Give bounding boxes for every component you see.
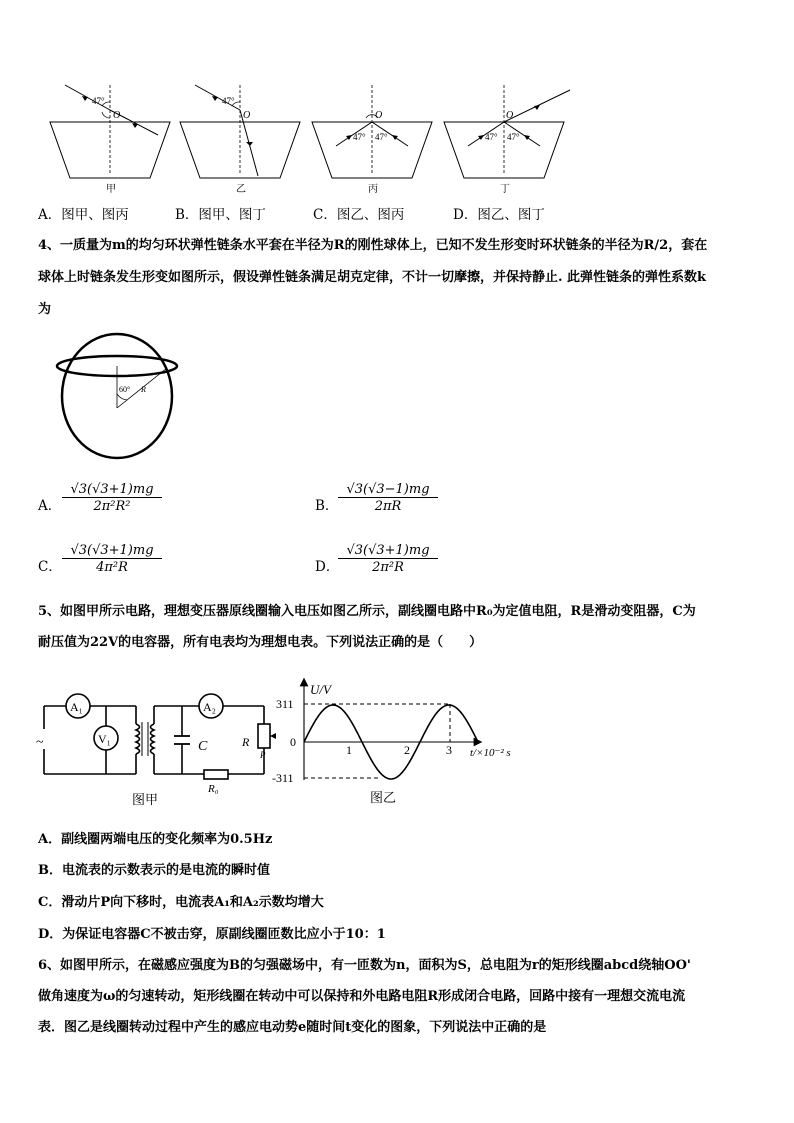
ammeter2-label: A₂: [203, 700, 216, 714]
angle-label: 60°: [119, 385, 131, 394]
fraction-numerator: √3(√3+1)mg: [70, 482, 154, 497]
diagram-ding: [444, 85, 570, 178]
fraction-denominator: 2π²R²: [62, 497, 162, 514]
q6-stem-line1: 6、如图甲所示，在磁感应强度为B的匀强磁场中，有一匝数为n，面积为S，总电阻为r的矩形线圈abcd绕轴OO': [38, 958, 691, 973]
q4-sphere-figure: [55, 328, 185, 463]
x-tick-3: 3: [446, 743, 452, 757]
y-axis-label: U/V: [310, 682, 331, 697]
angle-label: 47°: [485, 132, 498, 142]
q3-option-a[interactable]: [38, 207, 129, 223]
q3-optics-diagrams: [40, 80, 580, 200]
label-jia: 甲: [106, 184, 116, 195]
option-text: 为保证电容器C不被击穿，原副线圈匝数比应小于10：1: [62, 927, 386, 942]
q4-stem-line1: 4、一质量为m的均匀环状弹性链条水平套在半径为R的刚性球体上，已知不发生形变时环状链条的半径为R/2，套在: [38, 238, 708, 253]
option-text: 图甲、图丁: [198, 207, 266, 223]
point-label: O: [375, 110, 383, 121]
option-text: 图乙、图丙: [336, 207, 405, 223]
q3-option-d[interactable]: [453, 205, 545, 225]
label-ding: 丁: [500, 184, 510, 195]
angle-label: 47°: [353, 132, 366, 142]
q5-stem-line1: 5、如图甲所示电路，理想变压器原线圈输入电压如图乙所示，副线圈电路中R₀为定值电阻，R是滑动变阻器，C为: [38, 604, 696, 619]
diagram-yi: [180, 85, 300, 178]
fraction-denominator: 2π²R: [338, 558, 438, 575]
point-label: O: [113, 110, 121, 121]
circuit-caption: 图甲: [132, 792, 159, 807]
radius-label: R: [141, 385, 146, 394]
q4-stem-line3: 为: [38, 302, 52, 317]
option-text: 副线圈两端电压的变化频率为0.5Hz: [61, 832, 273, 847]
x-axis-label: t/×10⁻² s: [470, 747, 511, 759]
ammeter1-label: A₁: [70, 700, 83, 714]
fraction-numerator: √3(√3+1)mg: [70, 543, 154, 558]
slider-label: P: [260, 750, 266, 760]
q3-options: [38, 205, 129, 225]
angle-label: 47°: [507, 132, 520, 142]
option-text: 滑动片P向下移时，电流表A₁和A₂示数均增大: [61, 895, 324, 910]
option-text: 电流表的示数表示的是电流的瞬时值: [62, 863, 271, 878]
option-letter: A．: [38, 498, 62, 514]
angle-label: 47°: [222, 96, 235, 106]
option-letter: C．: [38, 559, 62, 575]
diagram-jia: [50, 85, 170, 178]
q5-option-c[interactable]: [38, 893, 324, 913]
option-letter: D．: [315, 559, 340, 575]
option-fraction: [338, 543, 438, 575]
fraction-denominator: 4π²R: [62, 558, 162, 575]
q6-stem-line2: 做角速度为ω的匀速转动，矩形线圈在转动中可以保持和外电路电阻R形成闭合电路，回路中接有一理想交流电流: [38, 989, 686, 1004]
option-letter: B．: [38, 863, 62, 878]
option-text: 图甲、图丙: [61, 207, 129, 223]
point-label: O: [243, 110, 251, 121]
angle-label: 47°: [375, 132, 388, 142]
option-letter: C．: [313, 207, 337, 223]
fixed-resistor-label: R₀: [208, 783, 219, 795]
fraction-denominator: 2πR: [338, 497, 438, 514]
y-tick-311: 311: [276, 697, 294, 711]
voltmeter-label: V₁: [98, 732, 111, 746]
option-text: 图乙、图丁: [477, 207, 545, 223]
diagram-bing: [312, 85, 432, 178]
q4-stem-line2: 球体上时链条发生形变如图所示，假设弹性链条满足胡克定律，不计一切摩擦，并保持静止. 此弹性链条的弹性系数k: [38, 270, 707, 285]
option-letter: B．: [175, 207, 199, 223]
q5-circuit-figure: [36, 684, 276, 809]
option-letter: D．: [453, 207, 478, 223]
ac-source-icon: ~: [36, 735, 44, 750]
option-letter: C．: [38, 895, 62, 910]
graph-caption: 图乙: [370, 790, 397, 805]
x-tick-1: 1: [346, 743, 352, 757]
option-letter: A．: [38, 207, 62, 223]
q5-option-a[interactable]: [38, 830, 272, 850]
angle-label: 47°: [92, 96, 105, 106]
resistor-label: R: [242, 735, 250, 749]
point-label: O: [506, 110, 514, 121]
q3-option-b[interactable]: [175, 205, 266, 225]
option-fraction: [62, 482, 162, 514]
q6-stem-line3: 表．图乙是线圈转动过程中产生的感应电动势e随时间t变化的图象，下列说法中正确的是: [38, 1020, 547, 1035]
capacitor-label: C: [198, 739, 208, 754]
y-tick-neg311: -311: [272, 771, 294, 785]
q3-option-c[interactable]: [313, 205, 404, 225]
q5-voltage-graph: [270, 674, 530, 809]
option-letter: D．: [38, 927, 63, 942]
option-fraction: [338, 482, 438, 514]
x-tick-2: 2: [404, 743, 410, 757]
y-tick-0: 0: [290, 735, 296, 749]
label-bing: 丙: [368, 184, 378, 195]
fraction-numerator: √3(√3+1)mg: [346, 543, 430, 558]
label-yi: 乙: [236, 184, 246, 195]
option-letter: A．: [38, 832, 62, 847]
q5-option-b[interactable]: [38, 861, 270, 881]
option-letter: B．: [315, 498, 339, 514]
fraction-numerator: √3(√3−1)mg: [346, 482, 430, 497]
q5-stem-line2: 耐压值为22V的电容器，所有电表均为理想电表。下列说法正确的是（ ）: [38, 635, 483, 650]
q5-option-d[interactable]: [38, 925, 386, 945]
option-fraction: [62, 543, 162, 575]
